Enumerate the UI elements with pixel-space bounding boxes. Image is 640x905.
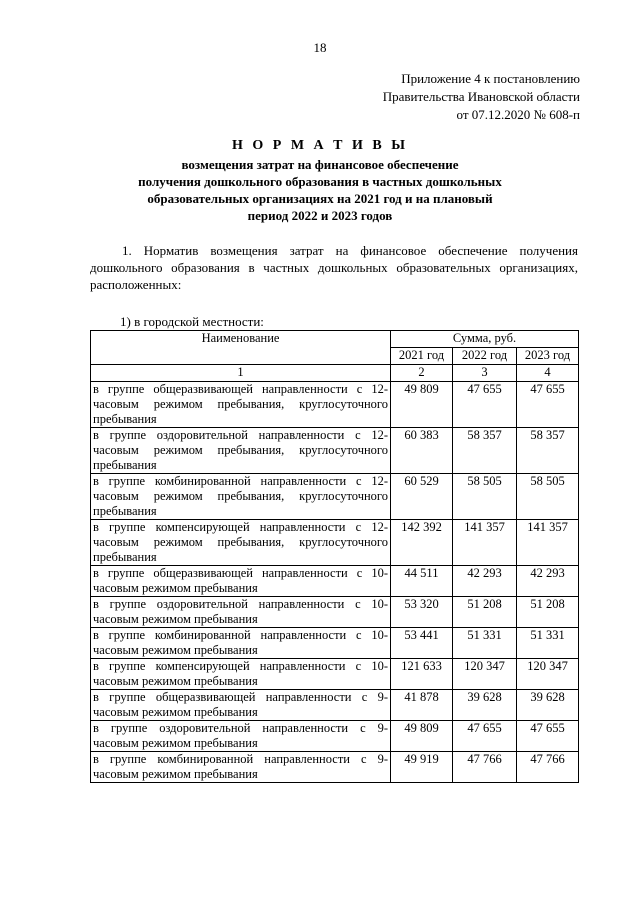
value-2021: 60 383	[391, 428, 453, 474]
table-row	[91, 597, 579, 628]
value-2022: 51 208	[453, 597, 517, 628]
table-row	[91, 428, 579, 474]
appendix-reference	[383, 70, 580, 124]
value-2023: 39 628	[517, 690, 579, 721]
table-row	[91, 474, 579, 520]
table-row	[91, 721, 579, 752]
value-2022: 47 655	[453, 382, 517, 428]
value-2022: 58 357	[453, 428, 517, 474]
appendix-line-2: Правительства Ивановской области	[382, 89, 580, 104]
value-2023: 141 357	[517, 520, 579, 566]
section-subheading: 1) в городской местности:	[120, 314, 264, 329]
value-2021: 41 878	[391, 690, 453, 721]
row-name: в группе общеразвивающей направленности с 12-часовым режимом пребывания, круглосуточного пребывания	[91, 382, 391, 428]
value-2021: 44 511	[391, 566, 453, 597]
row-name: в группе комбинированной направленности с 12-часовым режимом пребывания, круглосуточного пребывания	[91, 474, 391, 520]
table-row	[91, 566, 579, 597]
table-row	[91, 659, 579, 690]
page-number: 18	[313, 40, 327, 55]
value-2023: 58 505	[517, 474, 579, 520]
row-name: в группе оздоровительной направленности с 10-часовым режимом пребывания	[91, 597, 391, 628]
header-sum: Сумма, руб.	[391, 331, 579, 348]
row-name: в группе общеразвивающей направленности с 10-часовым режимом пребывания	[91, 566, 391, 597]
row-name: в группе комбинированной направленности с 9-часовым режимом пребывания	[91, 752, 391, 783]
table-row	[91, 382, 579, 428]
value-2023: 47 655	[517, 382, 579, 428]
title-main: Н О Р М А Т И В Ы	[232, 138, 408, 153]
value-2022: 120 347	[453, 659, 517, 690]
appendix-line-3: от 07.12.2020 № 608-п	[456, 107, 580, 122]
appendix-line-1: Приложение 4 к постановлению	[401, 71, 580, 86]
value-2022: 141 357	[453, 520, 517, 566]
header-year-2021: 2021 год	[391, 348, 453, 365]
header-year-2023: 2023 год	[517, 348, 579, 365]
table-header-row	[91, 331, 579, 348]
value-2023: 42 293	[517, 566, 579, 597]
value-2021: 49 809	[391, 382, 453, 428]
document-title	[60, 137, 580, 224]
value-2021: 49 809	[391, 721, 453, 752]
table-row	[91, 628, 579, 659]
value-2021: 53 441	[391, 628, 453, 659]
title-line-4: период 2022 и 2023 годов	[247, 208, 393, 223]
value-2023: 120 347	[517, 659, 579, 690]
value-2021: 142 392	[391, 520, 453, 566]
row-name: в группе общеразвивающей направленности с 9-часовым режимом пребывания	[91, 690, 391, 721]
value-2021: 60 529	[391, 474, 453, 520]
column-number-2: 2	[391, 365, 453, 382]
column-number-3: 3	[453, 365, 517, 382]
value-2023: 58 357	[517, 428, 579, 474]
value-2023: 51 331	[517, 628, 579, 659]
row-name: в группе комбинированной направленности с 10-часовым режимом пребывания	[91, 628, 391, 659]
table-row	[91, 752, 579, 783]
title-line-3: образовательных организациях на 2021 год и на плановый	[147, 191, 493, 206]
value-2022: 47 766	[453, 752, 517, 783]
row-name: в группе компенсирующей направленности с 10-часовым режимом пребывания	[91, 659, 391, 690]
value-2022: 39 628	[453, 690, 517, 721]
value-2021: 121 633	[391, 659, 453, 690]
value-2021: 53 320	[391, 597, 453, 628]
column-number-1: 1	[91, 365, 391, 382]
header-name: Наименование	[91, 331, 391, 365]
value-2023: 47 766	[517, 752, 579, 783]
value-2022: 42 293	[453, 566, 517, 597]
norms-table	[90, 330, 579, 783]
row-name: в группе компенсирующей направленности с 12-часовым режимом пребывания, круглосуточного пребывания	[91, 520, 391, 566]
value-2021: 49 919	[391, 752, 453, 783]
value-2023: 51 208	[517, 597, 579, 628]
row-name: в группе оздоровительной направленности с 12-часовым режимом пребывания, круглосуточного пребывания	[91, 428, 391, 474]
value-2022: 47 655	[453, 721, 517, 752]
value-2022: 58 505	[453, 474, 517, 520]
intro-paragraph: 1. Норматив возмещения затрат на финансовое обеспечение получения дошкольного образования в частных дошкольных образовательных организациях, расположенных:	[90, 243, 578, 292]
title-line-2: получения дошкольного образования в частных дошкольных	[138, 174, 502, 189]
header-year-2022: 2022 год	[453, 348, 517, 365]
table-column-numbers-row	[91, 365, 579, 382]
table-row	[91, 690, 579, 721]
value-2023: 47 655	[517, 721, 579, 752]
value-2022: 51 331	[453, 628, 517, 659]
column-number-4: 4	[517, 365, 579, 382]
title-line-1: возмещения затрат на финансовое обеспечение	[181, 157, 459, 172]
table-row	[91, 520, 579, 566]
row-name: в группе оздоровительной направленности с 9-часовым режимом пребывания	[91, 721, 391, 752]
